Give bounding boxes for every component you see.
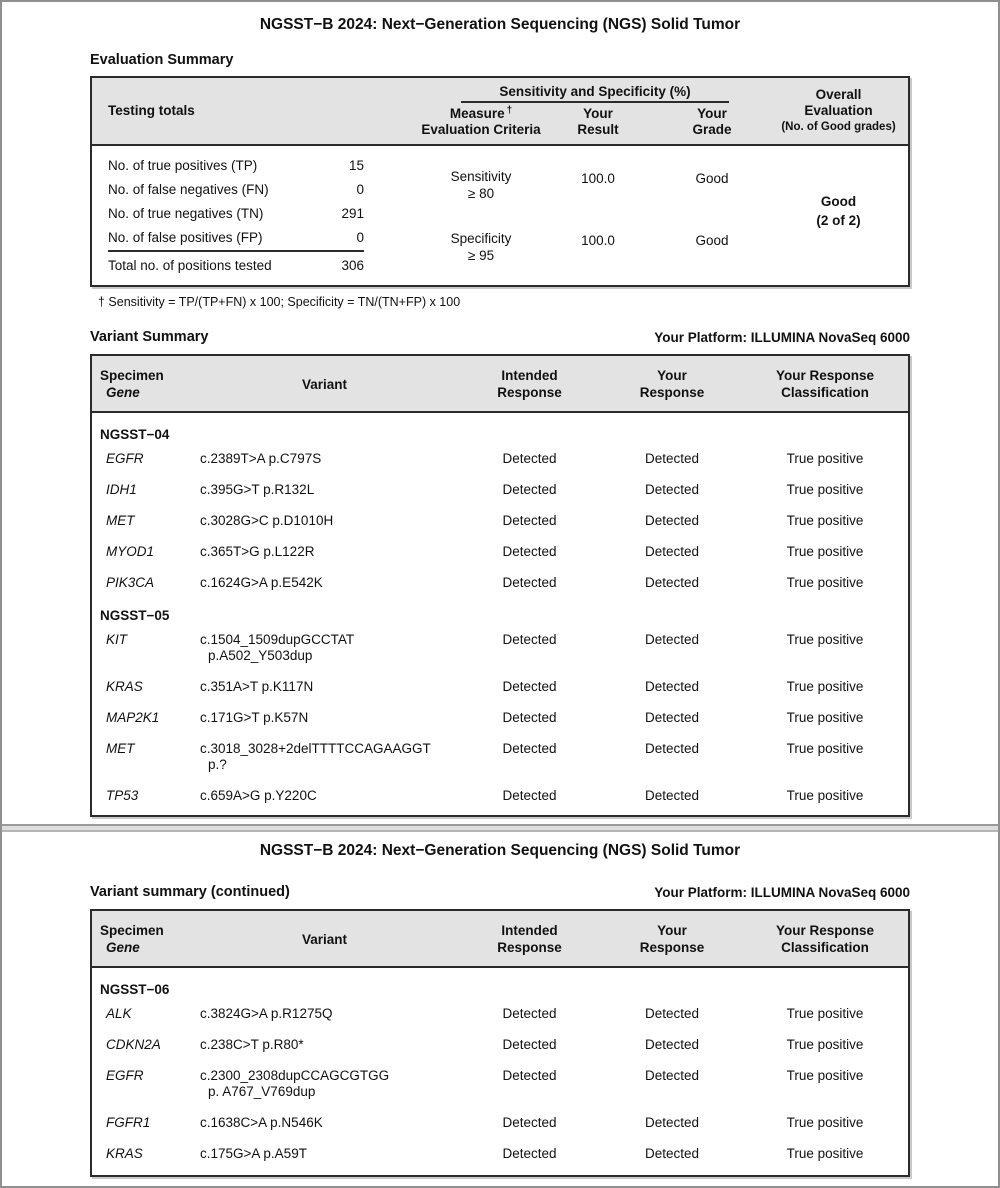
variant-cell [192,482,457,498]
variant-line: c.365T>G p.L122R [200,544,315,559]
overall-evaluation-column-header [769,83,908,138]
variant-line: c.238C>T p.R80* [200,1037,304,1052]
intended-response-cell: Detected [502,679,557,694]
classification-cell: True positive [786,451,864,466]
totals-value: 291 [341,206,364,221]
specimen-header-line1: Specimen [100,368,164,383]
gene-cell: CDKN2A [106,1037,161,1052]
totals-value: 0 [356,182,364,197]
your-response-cell: Detected [644,451,700,466]
table-row [92,1029,908,1060]
variant-line: c.3824G>A p.R1275Q [200,1006,333,1021]
variant-summary-bar [90,884,910,900]
totals-row [108,226,364,252]
specimen-group-label: NGSST−04 [100,427,170,442]
intended-response-cell: Detected [502,1068,557,1083]
specimen-gene-column-header [92,922,192,956]
intended-response-column-header [457,922,602,956]
classification-header-line1: Your Response [775,368,875,383]
classification-cell: True positive [786,575,864,590]
specimen-gene-column-header [92,367,192,401]
your-response-cell: Detected [644,679,700,694]
classification-cell: True positive [786,1006,864,1021]
gene-cell: TP53 [106,788,139,803]
variant-cell [192,1006,457,1022]
variant-line: c.3028G>C p.D1010H [200,513,334,528]
your-response-cell: Detected [644,1146,700,1161]
variant-cell [192,1068,457,1100]
overall-header-line1: Overall [815,87,862,102]
your-grade-column [655,154,769,279]
table-row [92,702,908,733]
variant-line: p.? [208,757,227,772]
variant-cell [192,1115,457,1131]
table-row [92,1060,908,1107]
variant-column-header: Variant [301,376,348,392]
your-result-cell [541,154,655,216]
page-title: NGSST−B 2024: Next−Generation Sequencing (NGS) Solid Tumor [259,842,741,859]
variant-line: p.A502_Y503dup [208,648,313,663]
totals-row [108,202,364,226]
your-response-header-line2: Response [639,385,705,400]
intended-response-cell: Detected [502,575,557,590]
totals-value: 15 [348,158,364,173]
grade-header-line1: Your [697,106,727,121]
result-header-line2: Result [577,122,619,137]
table-row [92,505,908,536]
classification-header-line2: Classification [781,940,869,955]
totals-label: No. of false negatives (FN) [108,182,269,197]
measure-cell [421,216,541,278]
testing-totals-column-header: Testing totals [108,103,195,118]
your-response-header-line1: Your [657,923,687,938]
measure-criteria: ≥ 95 [467,248,495,263]
totals-label: No. of true positives (TP) [108,158,258,173]
gene-cell: MET [106,741,135,756]
classification-cell: True positive [786,513,864,528]
platform-label: Your Platform: ILLUMINA NovaSeq 6000 [654,885,910,900]
grade-value: Good [695,170,729,186]
measure-name: Sensitivity [450,169,512,184]
variant-cell [192,544,457,560]
classification-column-header [742,367,908,401]
variant-line: c.3018_3028+2delTTTTCCAGAAGGT [200,741,431,756]
intended-response-cell: Detected [502,741,557,756]
your-response-cell: Detected [644,710,700,725]
result-header-line1: Your [583,106,613,121]
intended-response-column-header [457,367,602,401]
your-response-cell: Detected [644,1115,700,1130]
variant-cell [192,632,457,664]
sensitivity-specificity-footnote: † Sensitivity = TP/(TP+FN) x 100; Specificity = TN/(TN+FP) x 100 [98,295,461,309]
overall-header-line3: (No. of Good grades) [781,121,896,133]
gene-cell: KIT [106,632,128,647]
table-row [92,780,908,811]
variant-line: c.175G>A p.A59T [200,1146,307,1161]
variant-line: c.1624G>A p.E542K [200,575,323,590]
your-response-cell: Detected [644,1068,700,1083]
your-grade-column-header [655,103,769,138]
table-row [92,567,908,598]
variant-table-header [92,356,908,413]
variant-summary-heading: Variant Summary [90,329,209,345]
variant-table-header [92,911,908,968]
variant-line: c.2389T>A p.C797S [200,451,322,466]
variant-line: c.1504_1509dupGCCTAT [200,632,355,647]
classification-cell: True positive [786,788,864,803]
variant-cell [192,679,457,695]
grade-value: Good [695,232,729,248]
gene-cell: EGFR [106,1068,144,1083]
page-title: NGSST−B 2024: Next−Generation Sequencing (NGS) Solid Tumor [259,16,741,33]
classification-cell: True positive [786,544,864,559]
evaluation-summary-heading: Evaluation Summary [90,52,234,68]
gene-cell: KRAS [106,1146,143,1161]
gene-cell: ALK [106,1006,132,1021]
overall-grade-count: (2 of 2) [816,212,861,228]
gene-cell: PIK3CA [106,575,155,590]
sensitivity-specificity-group-label: Sensitivity and Specificity (%) [461,84,728,103]
variant-cell [192,451,457,467]
measure-header-line2: Evaluation Criteria [421,122,541,137]
your-response-column-header [602,922,742,956]
classification-cell: True positive [786,482,864,497]
classification-header-line2: Classification [781,385,869,400]
gene-cell: MET [106,513,135,528]
classification-cell: True positive [786,1037,864,1052]
variant-cell [192,1146,457,1162]
intended-header-line2: Response [497,385,562,400]
variant-cell [192,788,457,804]
your-result-column [541,154,655,279]
your-response-header-line2: Response [639,940,705,955]
variant-summary-table-continued [90,909,910,1177]
classification-cell: True positive [786,1115,864,1130]
overall-evaluation-cell [769,154,908,279]
gene-cell: EGFR [106,451,144,466]
your-result-cell [541,216,655,278]
variant-line: c.2300_2308dupCCAGCGTGG [200,1068,390,1083]
variant-cell [192,513,457,529]
variant-cell [192,710,457,726]
totals-label: No. of true negatives (TN) [108,206,264,221]
measure-cell [421,154,541,216]
table-row [92,443,908,474]
gene-header-line2: Gene [106,940,140,955]
classification-column-header [742,922,908,956]
intended-response-cell: Detected [502,451,557,466]
variant-cell [192,741,457,773]
gene-cell: KRAS [106,679,143,694]
intended-response-cell: Detected [502,482,557,497]
your-grade-cell [655,216,769,278]
your-response-header-line1: Your [657,368,687,383]
intended-header-line1: Intended [501,923,558,938]
measure-header-line1 [421,106,541,122]
gene-header-line2: Gene [106,385,140,400]
classification-cell: True positive [786,710,864,725]
totals-value: 0 [356,230,364,245]
evaluation-summary-header [92,78,908,146]
your-response-cell: Detected [644,741,700,756]
specimen-header-line1: Specimen [100,923,164,938]
totals-label: No. of false positives (FP) [108,230,263,245]
variant-table-body [92,968,908,1175]
page-2 [2,832,998,1186]
your-result-column-header [541,103,655,138]
your-response-column-header [602,367,742,401]
evaluation-summary-table [90,76,910,287]
table-row [92,1138,908,1169]
intended-response-cell: Detected [502,632,557,647]
intended-response-cell: Detected [502,1037,557,1052]
platform-label: Your Platform: ILLUMINA NovaSeq 6000 [654,330,910,345]
variant-line: c.1638C>A p.N546K [200,1115,323,1130]
table-row [92,1107,908,1138]
variant-line: p. A767_V769dup [208,1084,316,1099]
testing-totals-list [92,154,364,279]
overall-grade: Good [820,193,857,209]
intended-response-cell: Detected [502,1006,557,1021]
totals-row [108,178,364,202]
table-row [92,998,908,1029]
gene-cell: MYOD1 [106,544,155,559]
intended-header-line2: Response [497,940,562,955]
measure-criteria: ≥ 80 [467,186,495,201]
your-response-cell: Detected [644,1037,700,1052]
your-response-cell: Detected [644,1006,700,1021]
measure-name: Specificity [450,231,512,246]
sensitivity-specificity-group-header [421,83,769,103]
result-value: 100.0 [581,170,615,186]
dagger-mark: † [506,104,513,116]
page-1 [2,2,998,824]
classification-cell: True positive [786,1068,864,1083]
table-row [92,624,908,671]
variant-line: c.395G>T p.R132L [200,482,315,497]
variant-summary-bar [90,329,910,345]
variant-line: c.171G>T p.K57N [200,710,309,725]
classification-cell: True positive [786,1146,864,1161]
variant-line: c.659A>G p.Y220C [200,788,317,803]
variant-cell [192,1037,457,1053]
totals-total-row [108,252,364,279]
your-response-cell: Detected [644,544,700,559]
your-response-cell: Detected [644,513,700,528]
overall-header-line2: Evaluation [804,103,873,118]
intended-response-cell: Detected [502,1115,557,1130]
variant-line: c.351A>T p.K117N [200,679,314,694]
variant-summary-continued-heading: Variant summary (continued) [90,884,290,900]
gene-cell: FGFR1 [106,1115,151,1130]
classification-cell: True positive [786,679,864,694]
your-response-cell: Detected [644,575,700,590]
page-divider [2,824,998,832]
intended-response-cell: Detected [502,544,557,559]
specimen-group-label: NGSST−05 [100,608,170,623]
evaluation-summary-body [92,146,908,285]
intended-response-cell: Detected [502,1146,557,1161]
intended-header-line1: Intended [501,368,558,383]
specimen-group-label: NGSST−06 [100,982,170,997]
table-row [92,671,908,702]
testing-totals-rows [108,154,364,252]
your-grade-cell [655,154,769,216]
result-value: 100.0 [581,232,615,248]
your-response-cell: Detected [644,632,700,647]
table-row [92,536,908,567]
your-response-cell: Detected [644,482,700,497]
classification-header-line1: Your Response [775,923,875,938]
intended-response-cell: Detected [502,788,557,803]
totals-row [108,154,364,178]
intended-response-cell: Detected [502,513,557,528]
classification-cell: True positive [786,632,864,647]
gene-cell: MAP2K1 [106,710,160,725]
classification-cell: True positive [786,741,864,756]
variant-table-body [92,413,908,815]
table-row [92,733,908,780]
totals-total-value: 306 [341,258,364,273]
variant-column-header: Variant [301,931,348,947]
measure-column-header [421,103,541,138]
measure-header-label: Measure [449,106,505,121]
your-response-cell: Detected [644,788,700,803]
intended-response-cell: Detected [502,710,557,725]
grade-header-line2: Grade [692,122,732,137]
variant-cell [192,575,457,591]
variant-summary-table [90,354,910,817]
gene-cell: IDH1 [106,482,137,497]
table-row [92,474,908,505]
measure-column [421,154,541,279]
totals-total-label: Total no. of positions tested [108,258,272,273]
